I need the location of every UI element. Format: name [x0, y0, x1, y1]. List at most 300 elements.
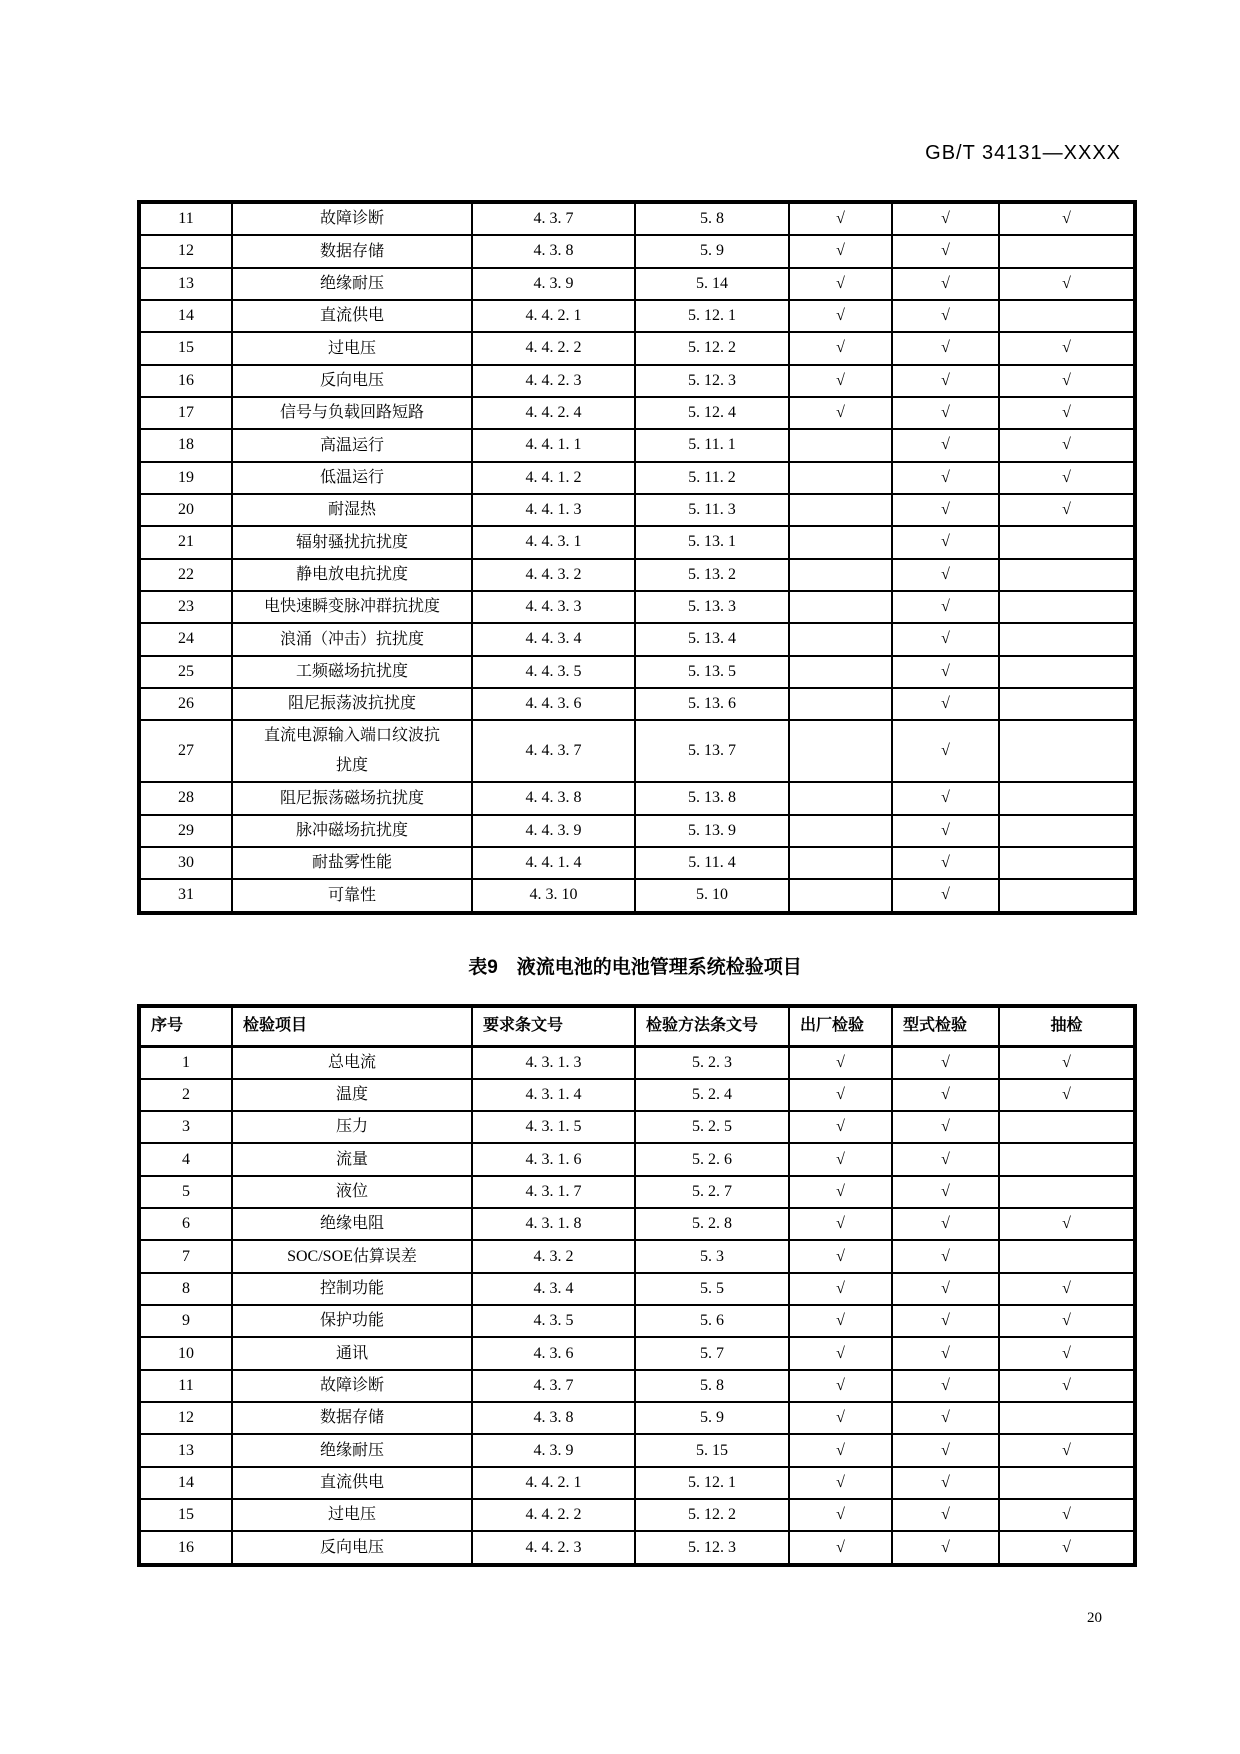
table9-caption: 表9 液流电池的电池管理系统检验项目 — [468, 957, 802, 978]
cell-inspection-item: 静电放电抗扰度 — [232, 559, 472, 591]
table-row — [139, 1240, 1135, 1272]
cell-factory-inspection-check: √ — [789, 1143, 892, 1175]
cell-method-clause: 5. 14 — [635, 268, 789, 300]
cell-sampling-inspection-check: √ — [999, 202, 1135, 235]
table-row — [139, 235, 1135, 267]
cell-type-inspection-check: √ — [892, 1208, 999, 1240]
cell-requirement-clause: 4. 3. 6 — [472, 1337, 635, 1369]
cell-seq-no: 27 — [139, 720, 232, 782]
cell-type-inspection-check: √ — [892, 847, 999, 879]
header-inspection-item: 检验项目 — [232, 1006, 472, 1046]
cell-sampling-inspection-check: √ — [999, 365, 1135, 397]
table-row — [139, 429, 1135, 461]
cell-factory-inspection-check: √ — [789, 1079, 892, 1111]
cell-factory-inspection-check — [789, 494, 892, 526]
cell-sampling-inspection-check — [999, 656, 1135, 688]
cell-factory-inspection-check — [789, 720, 892, 782]
cell-seq-no: 15 — [139, 332, 232, 364]
cell-type-inspection-check: √ — [892, 879, 999, 912]
cell-seq-no: 26 — [139, 688, 232, 720]
cell-factory-inspection-check — [789, 815, 892, 847]
cell-seq-no: 15 — [139, 1499, 232, 1531]
cell-inspection-item: 控制功能 — [232, 1273, 472, 1305]
header-method-clause: 检验方法条文号 — [635, 1006, 789, 1046]
cell-method-clause: 5. 11. 2 — [635, 462, 789, 494]
table-row — [139, 1467, 1135, 1499]
cell-method-clause: 5. 13. 7 — [635, 720, 789, 782]
cell-inspection-item: 信号与负载回路短路 — [232, 397, 472, 429]
cell-sampling-inspection-check: √ — [999, 397, 1135, 429]
table-row — [139, 720, 1135, 782]
cell-requirement-clause: 4. 3. 1. 4 — [472, 1079, 635, 1111]
cell-sampling-inspection-check: √ — [999, 268, 1135, 300]
cell-type-inspection-check: √ — [892, 688, 999, 720]
bms-inspection-table-continued — [137, 200, 1137, 915]
cell-factory-inspection-check: √ — [789, 1046, 892, 1079]
cell-type-inspection-check: √ — [892, 559, 999, 591]
cell-inspection-item: 反向电压 — [232, 365, 472, 397]
cell-method-clause: 5. 12. 3 — [635, 365, 789, 397]
cell-inspection-item: SOC/SOE估算误差 — [232, 1240, 472, 1272]
cell-sampling-inspection-check: √ — [999, 494, 1135, 526]
cell-factory-inspection-check — [789, 623, 892, 655]
cell-method-clause: 5. 7 — [635, 1337, 789, 1369]
cell-method-clause: 5. 2. 8 — [635, 1208, 789, 1240]
cell-seq-no: 4 — [139, 1143, 232, 1175]
cell-requirement-clause: 4. 3. 1. 6 — [472, 1143, 635, 1175]
cell-inspection-item: 绝缘耐压 — [232, 268, 472, 300]
page-number: 20 — [1087, 1610, 1102, 1626]
cell-method-clause: 5. 13. 2 — [635, 559, 789, 591]
cell-requirement-clause: 4. 4. 2. 4 — [472, 397, 635, 429]
cell-seq-no: 18 — [139, 429, 232, 461]
cell-seq-no: 12 — [139, 235, 232, 267]
cell-sampling-inspection-check — [999, 591, 1135, 623]
cell-factory-inspection-check: √ — [789, 1337, 892, 1369]
cell-requirement-clause: 4. 3. 9 — [472, 1434, 635, 1466]
cell-type-inspection-check: √ — [892, 1143, 999, 1175]
cell-sampling-inspection-check — [999, 815, 1135, 847]
table-row — [139, 782, 1135, 814]
cell-inspection-item: 高温运行 — [232, 429, 472, 461]
table-row — [139, 1305, 1135, 1337]
cell-method-clause: 5. 13. 1 — [635, 526, 789, 558]
cell-sampling-inspection-check: √ — [999, 1531, 1135, 1564]
cell-inspection-item: 温度 — [232, 1079, 472, 1111]
cell-seq-no: 1 — [139, 1046, 232, 1079]
cell-type-inspection-check: √ — [892, 1467, 999, 1499]
table-row — [139, 332, 1135, 364]
cell-requirement-clause: 4. 3. 10 — [472, 879, 635, 912]
cell-method-clause: 5. 8 — [635, 1370, 789, 1402]
cell-factory-inspection-check: √ — [789, 1208, 892, 1240]
cell-requirement-clause: 4. 4. 2. 1 — [472, 1467, 635, 1499]
cell-inspection-item: 通讯 — [232, 1337, 472, 1369]
header-seq-no: 序号 — [139, 1006, 232, 1046]
cell-inspection-item: 脉冲磁场抗扰度 — [232, 815, 472, 847]
cell-type-inspection-check: √ — [892, 1176, 999, 1208]
cell-type-inspection-check: √ — [892, 1273, 999, 1305]
cell-seq-no: 2 — [139, 1079, 232, 1111]
cell-sampling-inspection-check — [999, 1111, 1135, 1143]
cell-sampling-inspection-check: √ — [999, 332, 1135, 364]
table-row — [139, 268, 1135, 300]
cell-inspection-item: 低温运行 — [232, 462, 472, 494]
table-row — [139, 1176, 1135, 1208]
cell-sampling-inspection-check — [999, 782, 1135, 814]
table-row — [139, 365, 1135, 397]
cell-seq-no: 8 — [139, 1273, 232, 1305]
cell-method-clause: 5. 11. 3 — [635, 494, 789, 526]
cell-method-clause: 5. 12. 2 — [635, 1499, 789, 1531]
cell-type-inspection-check: √ — [892, 526, 999, 558]
cell-inspection-item: 辐射骚扰抗扰度 — [232, 526, 472, 558]
cell-seq-no: 22 — [139, 559, 232, 591]
cell-seq-no: 17 — [139, 397, 232, 429]
cell-factory-inspection-check — [789, 656, 892, 688]
cell-requirement-clause: 4. 3. 8 — [472, 235, 635, 267]
cell-sampling-inspection-check: √ — [999, 1208, 1135, 1240]
table-row — [139, 815, 1135, 847]
cell-inspection-item: 故障诊断 — [232, 202, 472, 235]
cell-seq-no: 14 — [139, 1467, 232, 1499]
cell-requirement-clause: 4. 4. 2. 2 — [472, 1499, 635, 1531]
cell-type-inspection-check: √ — [892, 815, 999, 847]
cell-method-clause: 5. 13. 6 — [635, 688, 789, 720]
cell-requirement-clause: 4. 4. 3. 6 — [472, 688, 635, 720]
cell-type-inspection-check: √ — [892, 591, 999, 623]
cell-type-inspection-check: √ — [892, 1531, 999, 1564]
table-row — [139, 1143, 1135, 1175]
cell-factory-inspection-check — [789, 559, 892, 591]
cell-inspection-item: 电快速瞬变脉冲群抗扰度 — [232, 591, 472, 623]
cell-seq-no: 19 — [139, 462, 232, 494]
cell-sampling-inspection-check — [999, 1176, 1135, 1208]
cell-method-clause: 5. 13. 3 — [635, 591, 789, 623]
cell-factory-inspection-check: √ — [789, 1531, 892, 1564]
cell-seq-no: 24 — [139, 623, 232, 655]
cell-inspection-item: 数据存储 — [232, 235, 472, 267]
cell-factory-inspection-check — [789, 879, 892, 912]
cell-sampling-inspection-check — [999, 1402, 1135, 1434]
cell-factory-inspection-check: √ — [789, 1434, 892, 1466]
cell-type-inspection-check: √ — [892, 1370, 999, 1402]
cell-seq-no: 28 — [139, 782, 232, 814]
cell-inspection-item: 流量 — [232, 1143, 472, 1175]
cell-seq-no: 14 — [139, 300, 232, 332]
table-row — [139, 1273, 1135, 1305]
cell-sampling-inspection-check: √ — [999, 1370, 1135, 1402]
cell-type-inspection-check: √ — [892, 1111, 999, 1143]
cell-type-inspection-check: √ — [892, 1046, 999, 1079]
cell-type-inspection-check: √ — [892, 462, 999, 494]
cell-inspection-item: 液位 — [232, 1176, 472, 1208]
cell-seq-no: 23 — [139, 591, 232, 623]
cell-requirement-clause: 4. 3. 2 — [472, 1240, 635, 1272]
cell-sampling-inspection-check: √ — [999, 1305, 1135, 1337]
cell-type-inspection-check: √ — [892, 656, 999, 688]
cell-factory-inspection-check: √ — [789, 1467, 892, 1499]
cell-requirement-clause: 4. 4. 2. 3 — [472, 1531, 635, 1564]
table-row — [139, 202, 1135, 235]
cell-sampling-inspection-check: √ — [999, 1337, 1135, 1369]
cell-method-clause: 5. 8 — [635, 202, 789, 235]
table-row — [139, 1046, 1135, 1079]
cell-sampling-inspection-check — [999, 847, 1135, 879]
cell-sampling-inspection-check — [999, 235, 1135, 267]
table-row — [139, 1531, 1135, 1564]
cell-inspection-item: 故障诊断 — [232, 1370, 472, 1402]
cell-seq-no: 7 — [139, 1240, 232, 1272]
cell-requirement-clause: 4. 4. 3. 1 — [472, 526, 635, 558]
cell-factory-inspection-check: √ — [789, 1273, 892, 1305]
cell-factory-inspection-check: √ — [789, 397, 892, 429]
cell-inspection-item: 过电压 — [232, 1499, 472, 1531]
cell-factory-inspection-check — [789, 591, 892, 623]
cell-seq-no: 5 — [139, 1176, 232, 1208]
cell-inspection-item: 可靠性 — [232, 879, 472, 912]
cell-method-clause: 5. 12. 1 — [635, 1467, 789, 1499]
cell-factory-inspection-check: √ — [789, 1305, 892, 1337]
cell-requirement-clause: 4. 4. 3. 4 — [472, 623, 635, 655]
cell-requirement-clause: 4. 3. 5 — [472, 1305, 635, 1337]
cell-sampling-inspection-check — [999, 300, 1135, 332]
cell-type-inspection-check: √ — [892, 202, 999, 235]
cell-requirement-clause: 4. 4. 1. 4 — [472, 847, 635, 879]
cell-method-clause: 5. 13. 8 — [635, 782, 789, 814]
cell-sampling-inspection-check: √ — [999, 1079, 1135, 1111]
table-row — [139, 591, 1135, 623]
cell-inspection-item: 耐盐雾性能 — [232, 847, 472, 879]
table-header-row — [139, 1006, 1135, 1046]
cell-requirement-clause: 4. 4. 3. 9 — [472, 815, 635, 847]
cell-requirement-clause: 4. 3. 7 — [472, 1370, 635, 1402]
cell-seq-no: 21 — [139, 526, 232, 558]
cell-type-inspection-check: √ — [892, 1079, 999, 1111]
cell-method-clause: 5. 15 — [635, 1434, 789, 1466]
cell-type-inspection-check: √ — [892, 1240, 999, 1272]
cell-requirement-clause: 4. 3. 1. 7 — [472, 1176, 635, 1208]
cell-requirement-clause: 4. 4. 3. 5 — [472, 656, 635, 688]
cell-seq-no: 11 — [139, 1370, 232, 1402]
table-row — [139, 688, 1135, 720]
table-row — [139, 1499, 1135, 1531]
cell-sampling-inspection-check: √ — [999, 1499, 1135, 1531]
cell-method-clause: 5. 12. 3 — [635, 1531, 789, 1564]
cell-method-clause: 5. 2. 6 — [635, 1143, 789, 1175]
cell-factory-inspection-check — [789, 688, 892, 720]
cell-method-clause: 5. 12. 2 — [635, 332, 789, 364]
cell-inspection-item: 数据存储 — [232, 1402, 472, 1434]
cell-seq-no: 13 — [139, 268, 232, 300]
table-row — [139, 526, 1135, 558]
table9-flow-battery-bms-inspection — [137, 1004, 1137, 1567]
cell-factory-inspection-check: √ — [789, 332, 892, 364]
cell-type-inspection-check: √ — [892, 268, 999, 300]
table-row — [139, 1079, 1135, 1111]
cell-factory-inspection-check: √ — [789, 1370, 892, 1402]
cell-sampling-inspection-check: √ — [999, 1434, 1135, 1466]
cell-method-clause: 5. 11. 1 — [635, 429, 789, 461]
cell-seq-no: 12 — [139, 1402, 232, 1434]
cell-method-clause: 5. 2. 3 — [635, 1046, 789, 1079]
cell-inspection-item: 直流供电 — [232, 300, 472, 332]
cell-type-inspection-check: √ — [892, 782, 999, 814]
header-requirement-clause: 要求条文号 — [472, 1006, 635, 1046]
cell-type-inspection-check: √ — [892, 720, 999, 782]
cell-inspection-item: 反向电压 — [232, 1531, 472, 1564]
cell-factory-inspection-check: √ — [789, 1499, 892, 1531]
standard-number: GB/T 34131—XXXX — [925, 142, 1121, 164]
cell-method-clause: 5. 9 — [635, 235, 789, 267]
cell-type-inspection-check: √ — [892, 300, 999, 332]
cell-requirement-clause: 4. 3. 4 — [472, 1273, 635, 1305]
cell-requirement-clause: 4. 4. 3. 7 — [472, 720, 635, 782]
cell-requirement-clause: 4. 4. 2. 3 — [472, 365, 635, 397]
table-row — [139, 462, 1135, 494]
cell-seq-no: 9 — [139, 1305, 232, 1337]
table-row — [139, 300, 1135, 332]
cell-method-clause: 5. 11. 4 — [635, 847, 789, 879]
cell-method-clause: 5. 13. 5 — [635, 656, 789, 688]
cell-sampling-inspection-check: √ — [999, 1273, 1135, 1305]
cell-inspection-item: 保护功能 — [232, 1305, 472, 1337]
cell-requirement-clause: 4. 3. 8 — [472, 1402, 635, 1434]
cell-requirement-clause: 4. 4. 3. 8 — [472, 782, 635, 814]
cell-factory-inspection-check: √ — [789, 365, 892, 397]
cell-sampling-inspection-check: √ — [999, 1046, 1135, 1079]
table-row — [139, 1370, 1135, 1402]
cell-method-clause: 5. 10 — [635, 879, 789, 912]
cell-type-inspection-check: √ — [892, 494, 999, 526]
cell-requirement-clause: 4. 4. 3. 2 — [472, 559, 635, 591]
cell-requirement-clause: 4. 4. 1. 2 — [472, 462, 635, 494]
cell-seq-no: 25 — [139, 656, 232, 688]
cell-inspection-item: 压力 — [232, 1111, 472, 1143]
cell-inspection-item: 过电压 — [232, 332, 472, 364]
cell-seq-no: 20 — [139, 494, 232, 526]
cell-requirement-clause: 4. 4. 3. 3 — [472, 591, 635, 623]
cell-inspection-item: 耐湿热 — [232, 494, 472, 526]
cell-method-clause: 5. 2. 7 — [635, 1176, 789, 1208]
cell-sampling-inspection-check — [999, 623, 1135, 655]
table-row — [139, 623, 1135, 655]
cell-requirement-clause: 4. 3. 1. 5 — [472, 1111, 635, 1143]
cell-inspection-item: 直流供电 — [232, 1467, 472, 1499]
cell-factory-inspection-check: √ — [789, 268, 892, 300]
cell-type-inspection-check: √ — [892, 1337, 999, 1369]
cell-seq-no: 30 — [139, 847, 232, 879]
cell-type-inspection-check: √ — [892, 1499, 999, 1531]
cell-sampling-inspection-check — [999, 720, 1135, 782]
cell-method-clause: 5. 12. 4 — [635, 397, 789, 429]
cell-sampling-inspection-check: √ — [999, 429, 1135, 461]
table-row — [139, 847, 1135, 879]
table-row — [139, 397, 1135, 429]
cell-requirement-clause: 4. 4. 2. 2 — [472, 332, 635, 364]
cell-seq-no: 16 — [139, 1531, 232, 1564]
cell-method-clause: 5. 13. 4 — [635, 623, 789, 655]
table-row — [139, 1402, 1135, 1434]
cell-inspection-item: 阻尼振荡波抗扰度 — [232, 688, 472, 720]
table-row — [139, 1208, 1135, 1240]
cell-factory-inspection-check — [789, 847, 892, 879]
cell-inspection-item: 直流电源输入端口纹波抗扰度 — [232, 720, 472, 782]
cell-factory-inspection-check — [789, 526, 892, 558]
table-row — [139, 1337, 1135, 1369]
cell-sampling-inspection-check — [999, 1240, 1135, 1272]
cell-seq-no: 16 — [139, 365, 232, 397]
header-factory-inspection: 出厂检验 — [789, 1006, 892, 1046]
cell-factory-inspection-check — [789, 462, 892, 494]
header-sampling-inspection: 抽检 — [999, 1006, 1135, 1046]
table-row — [139, 494, 1135, 526]
cell-sampling-inspection-check — [999, 688, 1135, 720]
table-row — [139, 656, 1135, 688]
cell-sampling-inspection-check — [999, 1143, 1135, 1175]
cell-seq-no: 13 — [139, 1434, 232, 1466]
cell-requirement-clause: 4. 4. 1. 3 — [472, 494, 635, 526]
cell-factory-inspection-check: √ — [789, 202, 892, 235]
cell-seq-no: 31 — [139, 879, 232, 912]
cell-inspection-item: 绝缘耐压 — [232, 1434, 472, 1466]
cell-requirement-clause: 4. 3. 1. 3 — [472, 1046, 635, 1079]
cell-seq-no: 6 — [139, 1208, 232, 1240]
cell-requirement-clause: 4. 4. 2. 1 — [472, 300, 635, 332]
cell-method-clause: 5. 12. 1 — [635, 300, 789, 332]
cell-type-inspection-check: √ — [892, 235, 999, 267]
cell-sampling-inspection-check — [999, 879, 1135, 912]
cell-method-clause: 5. 6 — [635, 1305, 789, 1337]
cell-factory-inspection-check: √ — [789, 235, 892, 267]
cell-factory-inspection-check — [789, 782, 892, 814]
table-row — [139, 559, 1135, 591]
cell-sampling-inspection-check — [999, 1467, 1135, 1499]
cell-method-clause: 5. 9 — [635, 1402, 789, 1434]
cell-sampling-inspection-check — [999, 559, 1135, 591]
cell-type-inspection-check: √ — [892, 1434, 999, 1466]
cell-type-inspection-check: √ — [892, 365, 999, 397]
cell-factory-inspection-check: √ — [789, 1111, 892, 1143]
cell-method-clause: 5. 5 — [635, 1273, 789, 1305]
cell-factory-inspection-check: √ — [789, 1240, 892, 1272]
cell-seq-no: 10 — [139, 1337, 232, 1369]
cell-method-clause: 5. 13. 9 — [635, 815, 789, 847]
cell-requirement-clause: 4. 4. 1. 1 — [472, 429, 635, 461]
table-row — [139, 1111, 1135, 1143]
table-row — [139, 879, 1135, 912]
cell-sampling-inspection-check: √ — [999, 462, 1135, 494]
cell-inspection-item: 总电流 — [232, 1046, 472, 1079]
cell-type-inspection-check: √ — [892, 1402, 999, 1434]
cell-type-inspection-check: √ — [892, 623, 999, 655]
cell-requirement-clause: 4. 3. 7 — [472, 202, 635, 235]
cell-method-clause: 5. 3 — [635, 1240, 789, 1272]
cell-factory-inspection-check — [789, 429, 892, 461]
cell-type-inspection-check: √ — [892, 1305, 999, 1337]
cell-requirement-clause: 4. 3. 9 — [472, 268, 635, 300]
cell-seq-no: 29 — [139, 815, 232, 847]
cell-method-clause: 5. 2. 5 — [635, 1111, 789, 1143]
cell-seq-no: 11 — [139, 202, 232, 235]
cell-inspection-item: 工频磁场抗扰度 — [232, 656, 472, 688]
cell-type-inspection-check: √ — [892, 429, 999, 461]
cell-inspection-item: 阻尼振荡磁场抗扰度 — [232, 782, 472, 814]
cell-type-inspection-check: √ — [892, 397, 999, 429]
cell-factory-inspection-check: √ — [789, 300, 892, 332]
cell-requirement-clause: 4. 3. 1. 8 — [472, 1208, 635, 1240]
cell-method-clause: 5. 2. 4 — [635, 1079, 789, 1111]
